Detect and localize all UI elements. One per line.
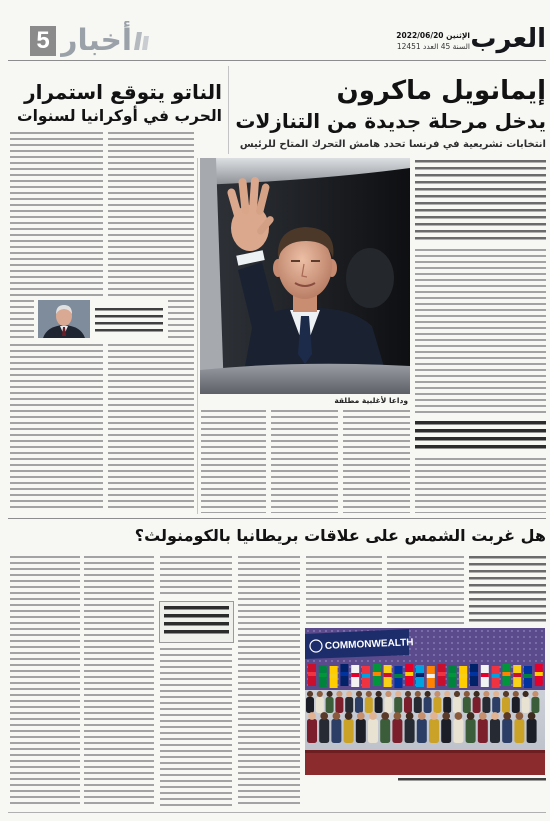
attendee-body (356, 719, 366, 743)
attendee-body (502, 697, 510, 713)
flag-stripe (535, 672, 543, 676)
nato-headline-line1: الناتو يتوقع استمرار (24, 80, 222, 104)
commonwealth-pull-quote-box (159, 601, 234, 643)
stoltenberg-portrait-photo (38, 300, 90, 338)
section-title: أخبار (60, 23, 132, 57)
attendee-head (320, 712, 328, 720)
attendee-body (414, 697, 422, 713)
attendee-head (381, 712, 389, 720)
attendee-head (317, 691, 323, 697)
flag-stripe (513, 673, 521, 677)
attendee-body (307, 719, 317, 743)
flag-stripe (308, 672, 316, 676)
attendee-body (355, 697, 363, 713)
flag-stripe (448, 673, 456, 677)
attendee-head (415, 691, 421, 697)
attendee-body (375, 697, 383, 713)
nato-body-text (10, 300, 34, 340)
attendee-body (478, 719, 488, 743)
macron-body-column (343, 410, 410, 513)
issue-number: السنة 45 العدد 12451 (396, 42, 470, 51)
attendee-head (346, 691, 352, 697)
attendee-body (326, 697, 334, 713)
flag-stripe (416, 673, 424, 677)
attendee-body (380, 719, 390, 743)
section-ornament-icon (134, 30, 150, 52)
attendee-body (473, 697, 481, 713)
attendee-body (429, 719, 439, 743)
attendee-head (336, 691, 342, 697)
attendee-head (406, 712, 414, 720)
macron-pull-quote (415, 421, 546, 453)
nato-body-column (10, 344, 103, 512)
attendee-head (467, 712, 475, 720)
attendee-body (344, 719, 354, 743)
page-bottom-rule (8, 812, 546, 813)
attendee-head (455, 712, 463, 720)
attendee-body (424, 697, 432, 713)
attendee-body (316, 697, 324, 713)
macron-headline-line1: إيمانويل ماكرون (336, 76, 546, 106)
attendee-body (490, 719, 500, 743)
attendee-head (357, 712, 365, 720)
attendee-body (514, 719, 524, 743)
macron-headline-line2: يدخل مرحلة جديدة من التنازلات (235, 109, 546, 133)
attendee-head (356, 691, 362, 697)
nato-body-column (108, 344, 194, 512)
attendee-head (307, 691, 313, 697)
commonwealth-body-column (10, 556, 80, 806)
attendee-body (404, 697, 412, 713)
attendee-head (503, 691, 509, 697)
attendee-body (433, 697, 441, 713)
commonwealth-body-column (160, 556, 232, 598)
newspaper-logo: العرب (470, 24, 546, 54)
masthead-divider (8, 60, 546, 61)
attendee-head (430, 712, 438, 720)
flag-stripe (502, 672, 510, 676)
flag-stripe (492, 674, 500, 678)
issue-date: الإثنين 2022/06/20 (396, 31, 470, 40)
attendee-body (392, 719, 402, 743)
flag-stripe (405, 672, 413, 676)
macron-waving-photo (200, 158, 410, 394)
attendee-body (466, 719, 476, 743)
macron-body-column (415, 458, 546, 513)
attendee-head (369, 712, 377, 720)
banner-text: COMMONWEALTH (324, 637, 414, 652)
flag-stripe (340, 672, 348, 676)
nato-body-column (10, 132, 103, 296)
attendee-body (482, 697, 490, 713)
attendee-head (444, 691, 450, 697)
attendee-body (306, 697, 314, 713)
flag-stripe (438, 672, 446, 676)
commonwealth-body-column (387, 556, 464, 624)
flag-stripe (481, 673, 489, 677)
attendee-body (443, 697, 451, 713)
attendee-body (492, 697, 500, 713)
commonwealth-photo-caption (398, 778, 546, 782)
attendee-body (522, 697, 530, 713)
attendee-body (368, 719, 378, 743)
attendee-body (394, 697, 402, 713)
nato-headline-line2: الحرب في أوكرانيا لسنوات (17, 107, 222, 125)
column-divider (228, 66, 229, 154)
attendee-head (503, 712, 511, 720)
commonwealth-pull-quote (164, 606, 229, 638)
column-divider (197, 158, 198, 514)
attendee-head (528, 712, 536, 720)
attendee-body (502, 719, 512, 743)
attendee-head (483, 691, 489, 697)
attendee-head (434, 691, 440, 697)
nato-body-text (168, 300, 194, 340)
attendee-head (385, 691, 391, 697)
attendee-body (335, 697, 343, 713)
attendee-head (479, 712, 487, 720)
attendee-body (527, 719, 537, 743)
attendee-head (474, 691, 480, 697)
commonwealth-body-column (306, 556, 382, 624)
attendee-head (376, 691, 382, 697)
attendee-body (531, 697, 539, 713)
attendee-head (491, 712, 499, 720)
attendee-body (512, 697, 520, 713)
nato-body-column (108, 132, 194, 296)
attendee-head (345, 712, 353, 720)
attendee-body (453, 719, 463, 743)
commonwealth-lead-paragraph (469, 556, 546, 624)
flag-stripe (319, 673, 327, 677)
commonwealth-body-column (84, 556, 154, 806)
flag-stripe (362, 674, 370, 678)
flag-stripe (373, 672, 381, 676)
flag-stripe (384, 673, 392, 677)
commonwealth-body-column (160, 648, 232, 806)
attendee-head (516, 712, 524, 720)
attendee-body (319, 719, 329, 743)
macron-lead-paragraph (415, 160, 546, 244)
flag-stripe (394, 674, 402, 678)
attendee-head (513, 691, 519, 697)
attendee-head (425, 691, 431, 697)
attendee-head (394, 712, 402, 720)
attendee-head (464, 691, 470, 697)
attendee-head (523, 691, 529, 697)
macron-photo-caption: وداعا لأغلبية مطلقة (334, 396, 408, 405)
attendee-body (463, 697, 471, 713)
attendee-head (366, 691, 372, 697)
page-number-badge (30, 26, 56, 56)
commonwealth-headline: هل غربت الشمس على علاقات بريطانيا بالكومنولث؟ (134, 526, 546, 545)
flag-stripe (427, 674, 435, 678)
flag-stripe (330, 674, 338, 678)
attendee-body (405, 719, 415, 743)
commonwealth-body-column (238, 556, 300, 806)
macron-body-column (415, 249, 546, 416)
section-divider (8, 518, 546, 519)
flag-stripe (470, 672, 478, 676)
stoltenberg-photo-caption (95, 308, 163, 336)
attendee-head (327, 691, 333, 697)
flag-stripe (351, 673, 359, 677)
flag-stripe (524, 674, 532, 678)
macron-body-column (271, 410, 338, 513)
attendee-head (442, 712, 450, 720)
attendee-head (454, 691, 460, 697)
macron-subtitle: انتخابات تشريعية في فرنسا تحدد هامش التحرك المتاح للرئيس (239, 139, 546, 150)
attendee-head (493, 691, 499, 697)
flag-stripe (459, 674, 467, 678)
commonwealth-summit-photo (305, 628, 545, 775)
attendee-head (333, 712, 341, 720)
attendee-head (395, 691, 401, 697)
attendee-body (441, 719, 451, 743)
attendee-body (331, 719, 341, 743)
macron-body-column (201, 410, 266, 513)
attendee-head (308, 712, 316, 720)
attendee-body (345, 697, 353, 713)
attendee-body (453, 697, 461, 713)
page-number: 5 (36, 27, 50, 54)
attendee-body (365, 697, 373, 713)
attendee-body (384, 697, 392, 713)
attendee-head (532, 691, 538, 697)
attendee-head (418, 712, 426, 720)
attendee-head (405, 691, 411, 697)
attendee-body (417, 719, 427, 743)
